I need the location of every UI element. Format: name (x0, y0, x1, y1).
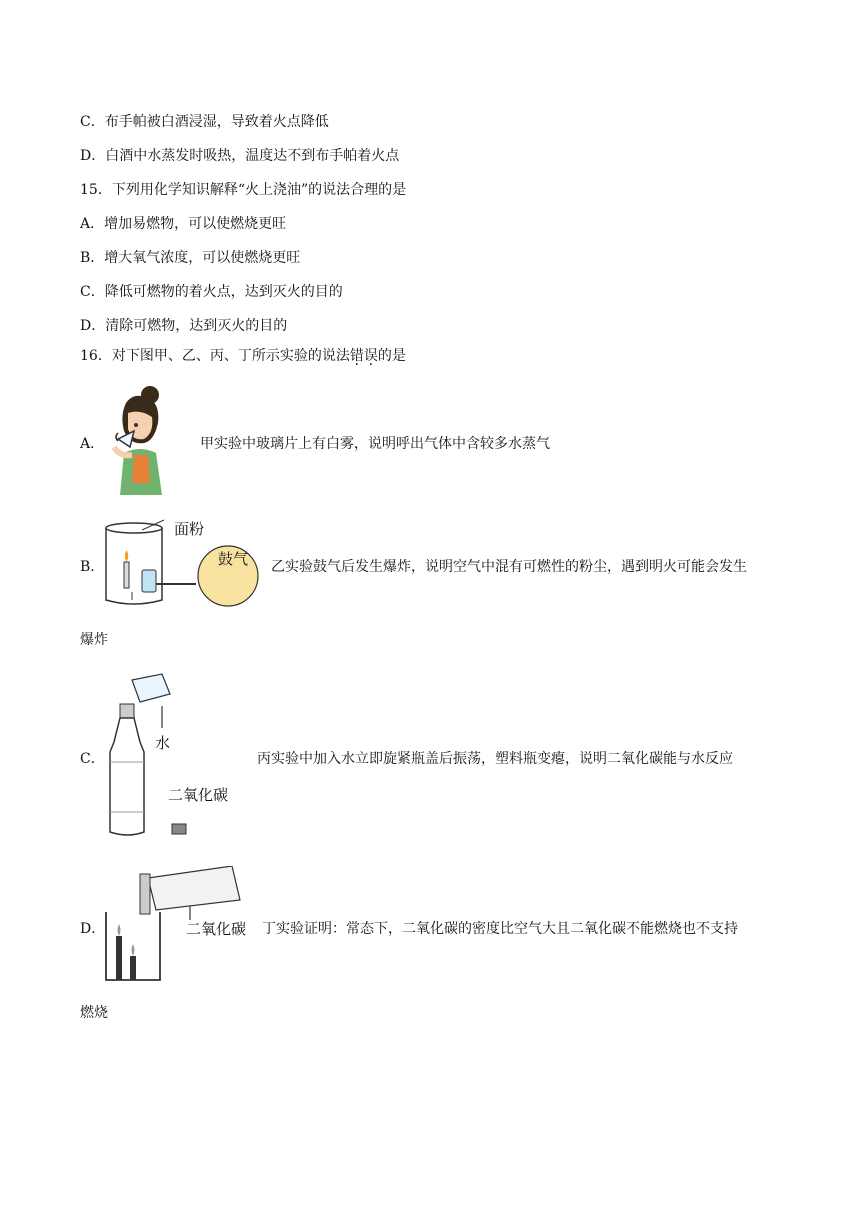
option-15c: C．降低可燃物的着火点，达到灭火的目的 (80, 284, 343, 300)
girl-breathing-figure (104, 383, 174, 495)
flour-label: 面粉 (174, 520, 205, 538)
option-15a: A．增加易燃物，可以使燃烧更旺 (80, 216, 287, 232)
option-16a-text: 甲实验中玻璃片上有白雾，说明呼出气体中含较多水蒸气 (200, 436, 550, 452)
option-16d-continuation: 燃烧 (80, 1005, 108, 1021)
co2-label-c: 二氧化碳 (168, 786, 229, 804)
co2-bottle-figure (104, 672, 194, 840)
option-16b-label: B． (80, 559, 105, 575)
option-15b: B．增大氧气浓度，可以使燃烧更旺 (80, 250, 301, 266)
question-16-suffix: 的是 (377, 348, 406, 364)
question-16-prefix: 16．对下图甲、乙、丙、丁所示实验的说法 (80, 348, 350, 364)
option-16c-label: C． (80, 751, 105, 767)
option-16b-text: 乙实验鼓气后发生爆炸，说明空气中混有可燃性的粉尘，遇到明火可能会发生 (271, 559, 747, 575)
option-16d-label: D． (80, 921, 106, 937)
option-15d: D．清除可燃物，达到灭火的目的 (80, 318, 288, 334)
option-14d: D．白酒中水蒸发时吸热，温度达不到布手帕着火点 (80, 148, 400, 164)
air-label: 鼓气 (218, 550, 249, 568)
option-16c-text: 丙实验中加入水立即旋紧瓶盖后振荡，塑料瓶变瘪，说明二氧化碳能与水反应 (257, 751, 733, 767)
option-14c: C．布手帕被白酒浸湿，导致着火点降低 (80, 114, 329, 130)
question-15: 15．下列用化学知识解释“火上浇油”的说法合理的是 (80, 182, 407, 198)
question-16 (80, 347, 406, 365)
option-16d-text: 丁实验证明：常态下，二氧化碳的密度比空气大且二氧化碳不能燃烧也不支持 (262, 921, 738, 937)
option-16a-label: A． (80, 436, 105, 452)
emphasis-char-1: 错 (349, 348, 364, 364)
water-label: 水 (155, 734, 171, 752)
emphasis-char-2: 误 (363, 348, 378, 364)
option-16b-continuation: 爆炸 (80, 632, 108, 648)
co2-label-d: 二氧化碳 (186, 920, 247, 938)
